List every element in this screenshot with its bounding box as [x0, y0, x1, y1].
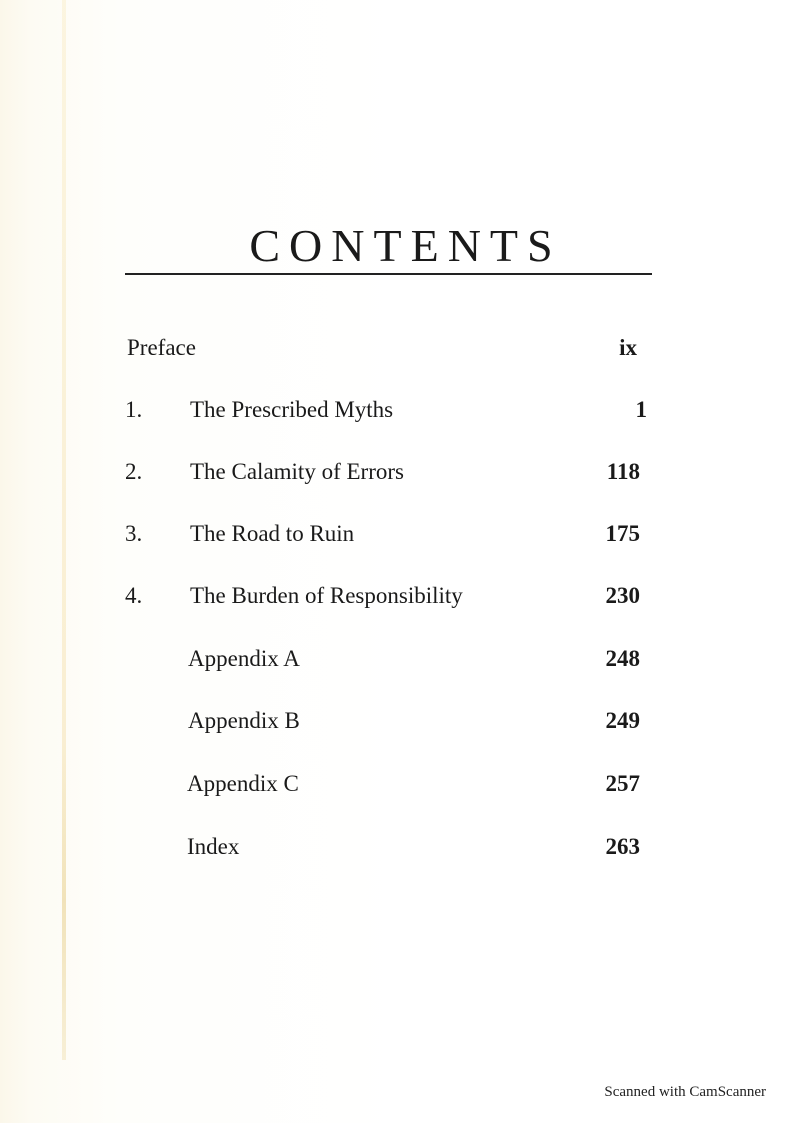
toc-entry-title: Index	[187, 834, 240, 859]
toc-entry-index	[0, 832, 793, 862]
toc-entry-appendix-a	[0, 644, 793, 674]
toc-entry-page: 263	[605, 834, 640, 859]
toc-entry-title: Appendix C	[187, 771, 299, 796]
toc-entry-page: 118	[606, 459, 640, 484]
toc-entry-number: 1.	[125, 397, 143, 422]
toc-entry-chapter-4	[0, 581, 793, 611]
toc-entry-title: The Prescribed Myths	[190, 397, 394, 422]
toc-entry-page: 249	[605, 708, 640, 733]
toc-entry-chapter-2	[0, 457, 793, 487]
toc-entry-page: 257	[605, 771, 640, 796]
toc-entry-title: The Calamity of Errors	[190, 459, 404, 484]
scanner-watermark: Scanned with CamScanner	[604, 1084, 766, 1100]
toc-entry-page: 1	[635, 397, 647, 422]
toc-entry-title: The Road to Ruin	[190, 521, 355, 546]
contents-heading: CONTENTS	[249, 220, 562, 271]
toc-entry-number: 3.	[125, 521, 143, 546]
toc-entry-title: Appendix B	[188, 708, 300, 733]
toc-entry-chapter-3	[0, 519, 793, 549]
toc-entry-preface	[0, 333, 793, 363]
toc-entry-page: 175	[605, 521, 640, 546]
toc-entry-page: 248	[605, 646, 640, 671]
toc-entry-title: Preface	[127, 335, 196, 360]
toc-entry-number: 2.	[125, 459, 143, 484]
toc-entry-title: The Burden of Responsibility	[190, 583, 463, 608]
toc-entry-chapter-1	[0, 395, 793, 425]
toc-entry-title: Appendix A	[188, 646, 300, 671]
toc-entry-appendix-b	[0, 706, 793, 736]
toc-entry-number: 4.	[125, 583, 143, 608]
toc-entry-page: 230	[605, 583, 640, 608]
toc-entry-page: ix	[619, 335, 637, 360]
toc-entry-appendix-c	[0, 769, 793, 799]
